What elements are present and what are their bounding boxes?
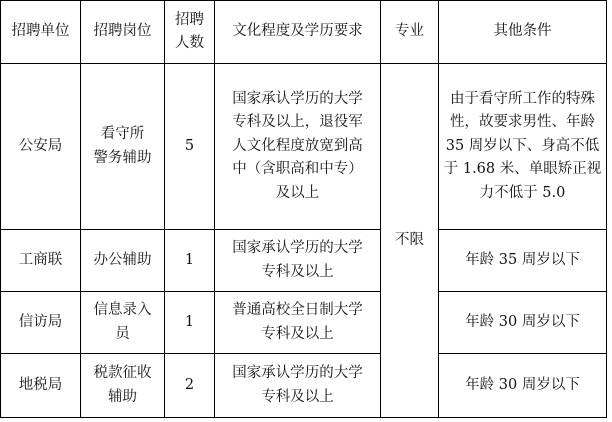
position-line: 员 <box>115 325 130 342</box>
header-count-line: 招聘 <box>175 11 204 28</box>
header-major: 专业 <box>381 1 439 64</box>
education-line: 专科及以上 <box>261 263 334 280</box>
count-cell: 5 <box>165 64 215 230</box>
other-line: 于 1.68 米、单眼矫正视 <box>443 161 602 178</box>
other-cell <box>439 230 607 292</box>
unit-cell: 信访局 <box>1 292 81 354</box>
unit-cell: 公安局 <box>1 64 81 230</box>
position-line: 办公辅助 <box>93 251 152 268</box>
header-count-line: 人数 <box>175 35 204 51</box>
other-line: 年龄 30 周岁以下 <box>465 313 580 330</box>
education-line: 中（含职高和中专） <box>232 161 363 178</box>
other-line: 性，故要求男性、年龄 <box>450 114 595 131</box>
education-line: 国家承认学历的大学 <box>232 240 363 257</box>
unit-cell: 工商联 <box>1 230 81 292</box>
position-cell <box>81 64 165 230</box>
other-cell <box>439 64 607 230</box>
education-line: 普通高校全日制大学 <box>232 302 363 319</box>
other-line: 由于看守所工作的特殊 <box>450 90 595 107</box>
education-cell <box>215 292 381 354</box>
header-count <box>165 1 215 64</box>
table-row <box>1 230 607 292</box>
position-line: 警务辅助 <box>93 149 152 166</box>
header-education: 文化程度及学历要求 <box>215 1 381 64</box>
education-cell <box>215 230 381 292</box>
education-line: 国家承认学历的大学 <box>232 90 363 107</box>
table-row <box>1 354 607 418</box>
education-cell <box>215 64 381 230</box>
education-line: 专科及以上 <box>261 388 334 405</box>
other-line: 年龄 30 周岁以下 <box>465 376 580 393</box>
position-line: 信息录入 <box>93 302 152 319</box>
header-other: 其他条件 <box>439 1 607 64</box>
header-position: 招聘岗位 <box>81 1 165 64</box>
position-cell <box>81 292 165 354</box>
other-cell <box>439 292 607 354</box>
other-line: 力不低于 5.0 <box>479 184 566 201</box>
education-line: 专科及以上 <box>261 325 334 342</box>
count-cell: 1 <box>165 292 215 354</box>
education-line: 专科及以上，退役军 <box>232 114 363 131</box>
other-line: 年龄 35 周岁以下 <box>465 251 580 268</box>
count-cell: 1 <box>165 230 215 292</box>
other-line: 35 周岁以下、身高不低 <box>445 137 600 154</box>
education-line: 及以上 <box>275 184 320 201</box>
education-line: 国家承认学历的大学 <box>232 365 363 382</box>
position-cell <box>81 354 165 418</box>
table-row <box>1 292 607 354</box>
header-unit: 招聘单位 <box>1 1 81 64</box>
position-line: 税款征收 <box>93 365 152 382</box>
position-cell <box>81 230 165 292</box>
major-cell: 不限 <box>381 64 439 418</box>
table-row <box>1 64 607 230</box>
education-cell <box>215 354 381 418</box>
position-line: 看守所 <box>100 126 145 143</box>
table-header-row <box>1 1 607 64</box>
position-line: 辅助 <box>108 388 137 405</box>
unit-cell: 地税局 <box>1 354 81 418</box>
education-line: 人文化程度放宽到高 <box>232 137 363 154</box>
other-cell <box>439 354 607 418</box>
count-cell: 2 <box>165 354 215 418</box>
